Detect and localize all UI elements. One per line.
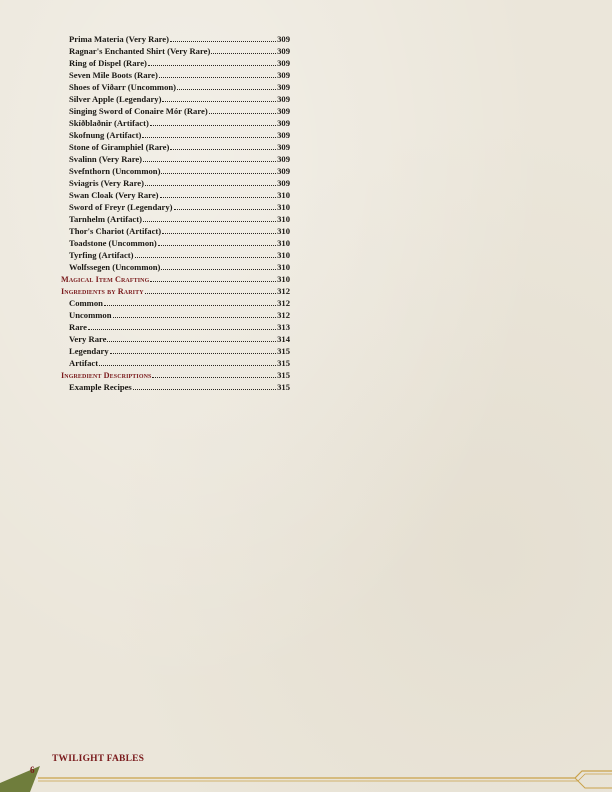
toc-leader-dots <box>177 88 276 90</box>
footer-gold-line-top <box>38 771 612 778</box>
toc-entry[interactable] <box>69 105 290 117</box>
toc-entry[interactable] <box>69 33 290 45</box>
toc-entry-label: Svefnthorn (Uncommon) <box>69 166 161 176</box>
toc-section-entry[interactable] <box>61 285 290 297</box>
toc-entry-page: 309 <box>277 166 290 176</box>
toc-leader-dots <box>110 352 276 354</box>
toc-entry-page: 313 <box>277 322 290 332</box>
toc-leader-dots <box>159 76 276 78</box>
toc-leader-dots <box>113 316 277 318</box>
toc-entry-label: Toadstone (Uncommon) <box>69 238 157 248</box>
toc-leader-dots <box>143 220 276 222</box>
toc-entry[interactable] <box>69 189 290 201</box>
toc-entry[interactable] <box>69 249 290 261</box>
toc-entry-label: Very Rare <box>69 334 107 344</box>
toc-entry[interactable] <box>69 165 290 177</box>
toc-leader-dots <box>88 328 276 330</box>
toc-leader-dots <box>143 160 276 162</box>
toc-leader-dots <box>162 100 276 102</box>
toc-entry-label: Example Recipes <box>69 382 132 392</box>
toc-leader-dots <box>161 172 276 174</box>
toc-entry-label: Rare <box>69 322 87 332</box>
toc-section-entry[interactable] <box>61 369 290 381</box>
toc-section-entry[interactable] <box>61 273 290 285</box>
toc-entry[interactable] <box>69 345 290 357</box>
toc-leader-dots <box>161 268 276 270</box>
toc-entry-page: 309 <box>277 58 290 68</box>
toc-entry-page: 310 <box>277 262 290 272</box>
toc-entry-label: Sword of Freyr (Legendary) <box>69 202 173 212</box>
toc-entry-page: 312 <box>277 310 290 320</box>
toc-leader-dots <box>150 280 276 282</box>
toc-entry-page: 315 <box>277 358 290 368</box>
toc-entry[interactable] <box>69 129 290 141</box>
toc-entry-label: Swan Cloak (Very Rare) <box>69 190 159 200</box>
toc-entry-label: Wolfssegen (Uncommon) <box>69 262 161 272</box>
toc-entry-page: 309 <box>277 178 290 188</box>
toc-entry[interactable] <box>69 177 290 189</box>
toc-entry-page: 312 <box>277 286 290 296</box>
toc-leader-dots <box>152 376 276 378</box>
toc-leader-dots <box>162 232 276 234</box>
toc-entry[interactable] <box>69 141 290 153</box>
toc-leader-dots <box>150 124 276 126</box>
toc-entry[interactable] <box>69 321 290 333</box>
toc-entry-label: Common <box>69 298 103 308</box>
toc-entry-page: 310 <box>277 226 290 236</box>
footer-gold-line-corner <box>575 778 612 788</box>
toc-entry-label: Shoes of Viðarr (Uncommon) <box>69 82 177 92</box>
toc-leader-dots <box>135 256 277 258</box>
toc-entry-page: 309 <box>277 94 290 104</box>
toc-entry-label: Prima Materia (Very Rare) <box>69 34 169 44</box>
toc-entry-label: Ragnar's Enchanted Shirt (Very Rare) <box>69 46 211 56</box>
toc-entry[interactable] <box>69 357 290 369</box>
toc-entry-page: 309 <box>277 130 290 140</box>
toc-entry-page: 315 <box>277 370 290 380</box>
toc-entry-label: Legendary <box>69 346 109 356</box>
toc-entry-page: 310 <box>277 190 290 200</box>
toc-entry-label: Tarnhelm (Artifact) <box>69 214 142 224</box>
toc-entry-page: 314 <box>277 334 290 344</box>
toc-entry[interactable] <box>69 117 290 129</box>
toc-entry-page: 309 <box>277 82 290 92</box>
toc-leader-dots <box>107 340 276 342</box>
toc-entry[interactable] <box>69 69 290 81</box>
toc-entry-label: Silver Apple (Legendary) <box>69 94 162 104</box>
toc-entry-label: Skíðblaðnir (Artifact) <box>69 118 149 128</box>
toc-entry-label: Ingredients by Rarity <box>61 287 144 296</box>
toc-entry[interactable] <box>69 153 290 165</box>
toc-entry-label: Stone of Giramphiel (Rare) <box>69 142 170 152</box>
page-number: 6 <box>30 765 35 775</box>
toc-leader-dots <box>170 40 276 42</box>
toc-entry-page: 309 <box>277 70 290 80</box>
toc-entry-page: 309 <box>277 46 290 56</box>
toc-leader-dots <box>170 148 276 150</box>
toc-entry-page: 315 <box>277 346 290 356</box>
toc-leader-dots <box>160 196 277 198</box>
toc-entry[interactable] <box>69 93 290 105</box>
toc-leader-dots <box>145 184 276 186</box>
toc-entry[interactable] <box>69 57 290 69</box>
toc-leader-dots <box>133 388 276 390</box>
toc-entry-label: Singing Sword of Conaire Mór (Rare) <box>69 106 208 116</box>
toc-leader-dots <box>142 136 276 138</box>
toc-entry-page: 309 <box>277 34 290 44</box>
toc-entry-page: 310 <box>277 274 290 284</box>
toc-entry-page: 310 <box>277 214 290 224</box>
toc-entry[interactable] <box>69 237 290 249</box>
toc-entry[interactable] <box>69 225 290 237</box>
toc-entry[interactable] <box>69 201 290 213</box>
toc-leader-dots <box>104 304 276 306</box>
toc-entry[interactable] <box>69 81 290 93</box>
toc-entry-page: 312 <box>277 298 290 308</box>
toc-leader-dots <box>158 244 276 246</box>
toc-entry-label: Thor's Chariot (Artifact) <box>69 226 162 236</box>
toc-entry-page: 315 <box>277 382 290 392</box>
toc-entry-label: Magical Item Crafting <box>61 275 150 284</box>
toc-leader-dots <box>174 208 277 210</box>
toc-entry-page: 309 <box>277 142 290 152</box>
toc-entry[interactable] <box>69 381 290 393</box>
toc-entry-page: 309 <box>277 118 290 128</box>
toc-leader-dots <box>148 64 276 66</box>
toc-entry-label: Tyrfing (Artifact) <box>69 250 134 260</box>
toc-entry[interactable] <box>69 309 290 321</box>
toc-leader-dots <box>209 112 276 114</box>
toc-entry-page: 309 <box>277 106 290 116</box>
toc-entry[interactable] <box>69 297 290 309</box>
toc-leader-dots <box>211 52 276 54</box>
toc-entry[interactable] <box>69 261 290 273</box>
toc-entry[interactable] <box>69 45 290 57</box>
toc-entry-label: Svalinn (Very Rare) <box>69 154 143 164</box>
toc-entry-label: Skofnung (Artifact) <box>69 130 142 140</box>
toc-entry-page: 310 <box>277 238 290 248</box>
toc-entry[interactable] <box>69 213 290 225</box>
toc-entry-page: 310 <box>277 202 290 212</box>
toc-entry-label: Seven Mile Boots (Rare) <box>69 70 158 80</box>
toc-entry-page: 309 <box>277 154 290 164</box>
toc-entry-label: Ring of Dispel (Rare) <box>69 58 147 68</box>
toc-leader-dots <box>99 364 276 366</box>
toc-entry-label: Uncommon <box>69 310 112 320</box>
toc-leader-dots <box>145 292 276 294</box>
toc-entry-page: 310 <box>277 250 290 260</box>
toc-entry-label: Sviagris (Very Rare) <box>69 178 144 188</box>
toc-entry[interactable] <box>69 333 290 345</box>
toc-entry-label: Artifact <box>69 358 99 368</box>
footer-book-title: TWILIGHT FABLES <box>52 754 145 764</box>
toc-entry-label: Ingredient Descriptions <box>61 371 152 380</box>
